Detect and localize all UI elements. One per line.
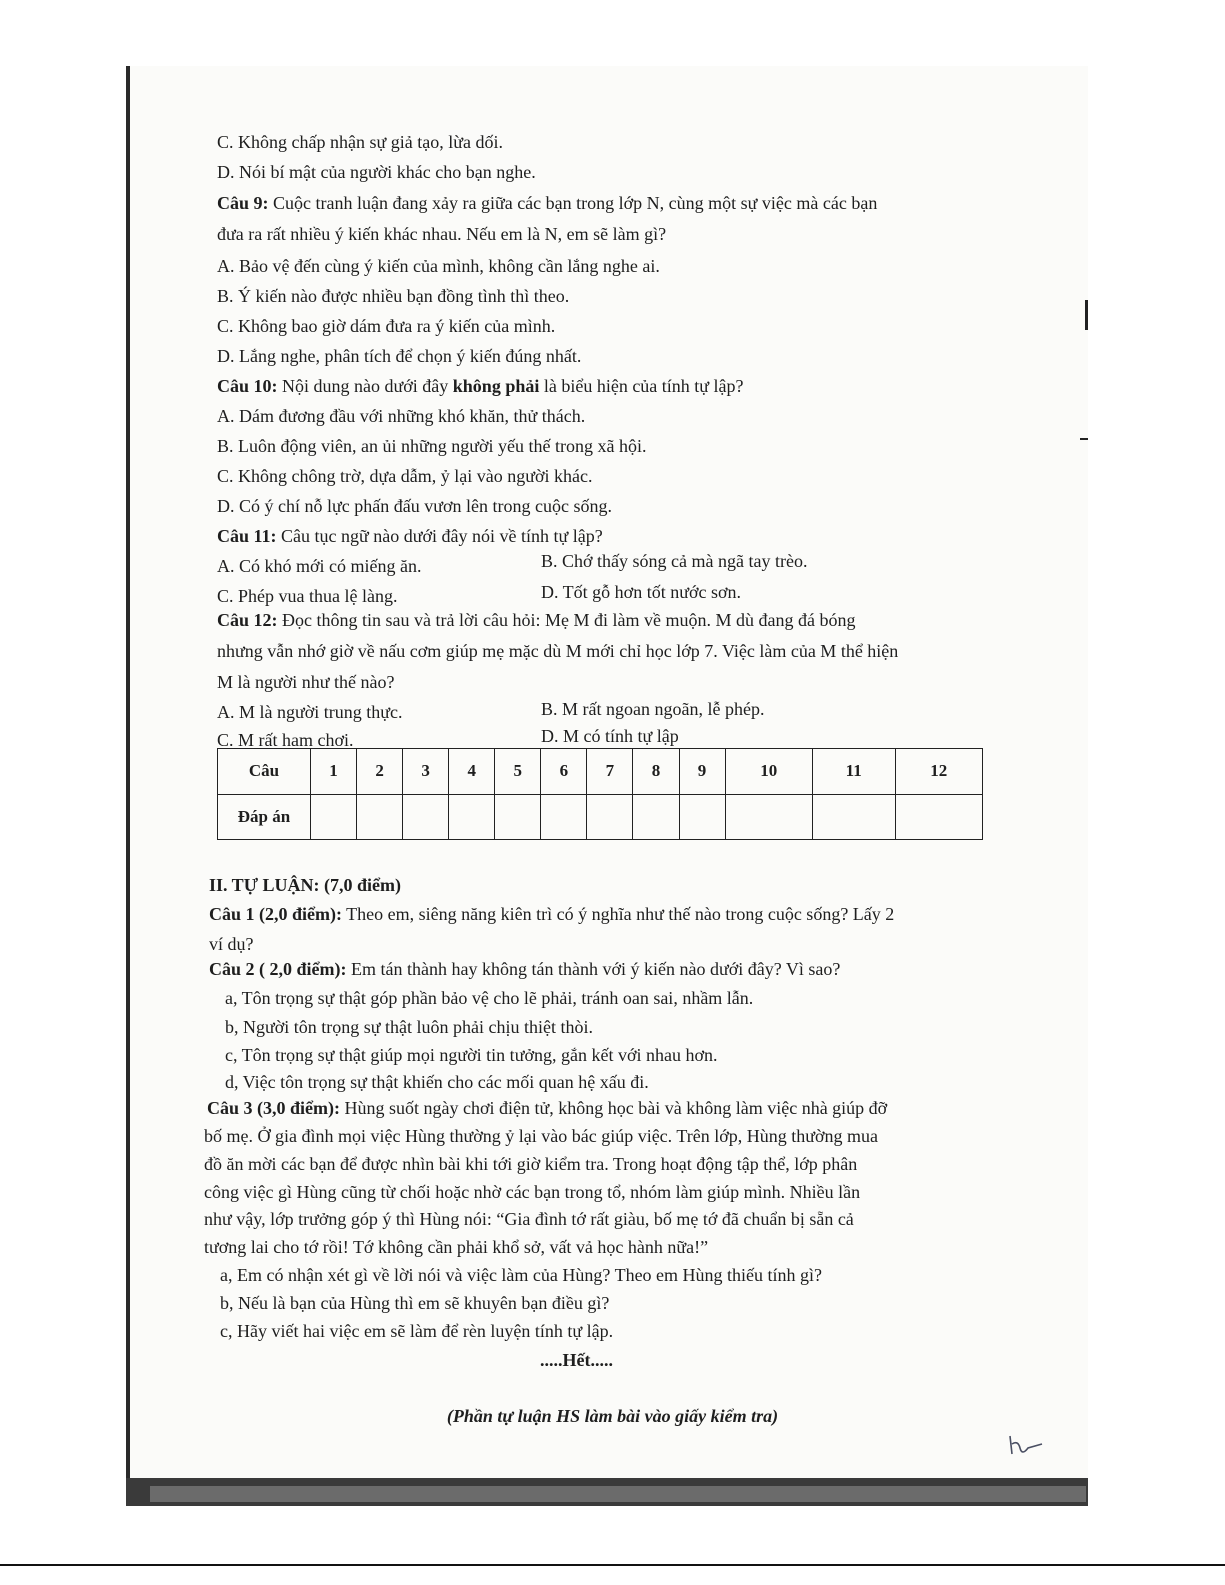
essay-q1-label: Câu 1 (2,0 điểm): [209, 904, 342, 924]
q8-option-c: C. Không chấp nhận sự giả tạo, lừa dối. [217, 132, 503, 152]
answer-table-row-numbers [218, 749, 983, 795]
answer-table [217, 748, 983, 840]
essay-q1-cont: ví dụ? [209, 934, 254, 954]
essay-section-title: II. TỰ LUẬN: (7,0 điểm) [209, 875, 401, 895]
q11-label: Câu 11: [217, 526, 277, 546]
q12-option-c: C. M rất ham chơi. [217, 730, 354, 750]
answer-cell [587, 794, 633, 840]
q9-option-d: D. Lắng nghe, phân tích để chọn ý kiến đúng nhất. [217, 346, 582, 366]
q12-stem [217, 608, 855, 632]
q12-stem-cont: nhưng vẫn nhớ giờ về nấu cơm giúp mẹ mặc dù M mới chỉ học lớp 7. Việc làm của M thể hiện [217, 641, 899, 661]
q9-stem-cont: đưa ra rất nhiều ý kiến khác nhau. Nếu em là N, em sẽ làm gì? [217, 224, 667, 244]
q11-option-d: D. Tốt gỗ hơn tốt nước sơn. [541, 582, 741, 602]
q10-option-d: D. Có ý chí nỗ lực phấn đấu vươn lên trong cuộc sống. [217, 496, 612, 516]
q10-label: Câu 10: [217, 376, 278, 396]
q10-text-b: là biểu hiện của tính tự lập? [539, 376, 744, 396]
q12-option-a: A. M là người trung thực. [217, 702, 403, 722]
q12-option-d: D. M có tính tự lập [541, 726, 679, 746]
essay-q3-cont5: tương lai cho tớ rồi! Tớ không cần phải khổ sở, vất vả học hành nữa!” [204, 1237, 709, 1257]
essay-q2-label: Câu 2 ( 2,0 điểm): [209, 959, 347, 979]
q12-text: Đọc thông tin sau và trả lời câu hỏi: Mẹ M đi làm về muộn. M dù đang đá bóng [277, 610, 856, 630]
essay-q3-cont3: công việc gì Hùng cũng từ chối hoặc nhờ các bạn trong tổ, nhóm làm giúp mình. Nhiều lần [204, 1182, 861, 1202]
answer-cell [725, 794, 812, 840]
answer-table-number: 8 [633, 749, 679, 795]
q12-label: Câu 12: [217, 610, 278, 630]
q10-option-a: A. Dám đương đầu với những khó khăn, thử thách. [217, 406, 586, 426]
essay-q2-text: Em tán thành hay không tán thành với ý kiến nào dưới đây? Vì sao? [346, 959, 841, 979]
essay-q3-b: b, Nếu là bạn của Hùng thì em sẽ khuyên bạn điều gì? [220, 1293, 610, 1313]
q9-option-a: A. Bảo vệ đến cùng ý kiến của mình, không cần lắng nghe ai. [217, 256, 660, 276]
q9-label: Câu 9: [217, 193, 269, 213]
essay-q3-text: Hùng suốt ngày chơi điện tử, không học bài và không làm việc nhà giúp đỡ [340, 1098, 888, 1118]
q12-stem-cont2: M là người như thế nào? [217, 672, 395, 692]
q9-option-c: C. Không bao giờ dám đưa ra ý kiến của mình. [217, 316, 556, 336]
answer-cell [633, 794, 679, 840]
q8-option-d: D. Nói bí mật của người khác cho bạn nghe. [217, 162, 536, 182]
answer-table-row-answers [218, 794, 983, 840]
q11-option-a: A. Có khó mới có miếng ăn. [217, 556, 422, 576]
q9-stem [217, 191, 877, 215]
footer-note: (Phần tự luận HS làm bài vào giấy kiểm tra) [446, 1406, 779, 1426]
answer-cell [895, 794, 982, 840]
q10-option-c: C. Không chông trờ, dựa dẫm, ỷ lại vào người khác. [217, 466, 593, 486]
answer-cell [495, 794, 541, 840]
end-marker: .....Hết..... [540, 1350, 613, 1370]
handwritten-mark [1006, 1430, 1046, 1460]
answer-cell [403, 794, 449, 840]
answer-cell [449, 794, 495, 840]
q11-option-c: C. Phép vua thua lệ làng. [217, 586, 398, 606]
essay-q2 [209, 957, 840, 981]
essay-q2-d: d, Việc tôn trọng sự thật khiến cho các mối quan hệ xấu đi. [225, 1072, 649, 1092]
q10-stem [217, 374, 744, 398]
essay-q3-label: Câu 3 (3,0 điểm): [207, 1098, 340, 1118]
answer-table-number: 5 [495, 749, 541, 795]
scan-edge-left [126, 66, 130, 1506]
essay-q2-c: c, Tôn trọng sự thật giúp mọi người tin tưởng, gắn kết với nhau hơn. [225, 1045, 718, 1065]
answer-cell [541, 794, 587, 840]
answer-table-number: 6 [541, 749, 587, 795]
answer-table-number: 9 [679, 749, 725, 795]
answer-table-number: 4 [449, 749, 495, 795]
answer-table-number: 2 [357, 749, 403, 795]
essay-q2-b: b, Người tôn trọng sự thật luôn phải chịu thiệt thòi. [225, 1017, 593, 1037]
answer-table-number: 12 [895, 749, 982, 795]
essay-q3-cont4: như vậy, lớp trưởng góp ý thì Hùng nói: “Gia đình tớ rất giàu, bố mẹ tớ đã chuẩn bị sẵn cả [204, 1209, 854, 1229]
answer-cell [812, 794, 895, 840]
q10-text-a: Nội dung nào dưới đây [277, 376, 453, 396]
q10-text-bold: không phải [452, 376, 540, 396]
answer-table-number: 1 [311, 749, 357, 795]
scan-mark [1085, 300, 1088, 330]
answer-table-header-dap-an: Đáp án [218, 794, 311, 840]
essay-q3-cont1: bố mẹ. Ở gia đình mọi việc Hùng thường ỷ lại vào bác giúp việc. Trên lớp, Hùng thường mua [204, 1126, 878, 1146]
answer-cell [679, 794, 725, 840]
answer-table-number: 7 [587, 749, 633, 795]
answer-table-number: 10 [725, 749, 812, 795]
essay-q2-a: a, Tôn trọng sự thật góp phần bảo vệ cho lẽ phải, tránh oan sai, nhầm lẫn. [225, 988, 754, 1008]
q9-option-b: B. Ý kiến nào được nhiều bạn đồng tình thì theo. [217, 286, 570, 306]
essay-q3 [207, 1096, 887, 1120]
essay-q3-c: c, Hãy viết hai việc em sẽ làm để rèn luyện tính tự lập. [220, 1321, 614, 1341]
answer-table-number: 11 [812, 749, 895, 795]
q11-text: Câu tục ngữ nào dưới đây nói về tính tự lập? [276, 526, 603, 546]
answer-cell [311, 794, 357, 840]
q12-option-b: B. M rất ngoan ngoãn, lễ phép. [541, 699, 765, 719]
bottom-rule [0, 1564, 1225, 1566]
q10-option-b: B. Luôn động viên, an ủi những người yếu thế trong xã hội. [217, 436, 647, 456]
q9-text: Cuộc tranh luận đang xảy ra giữa các bạn trong lớp N, cùng một sự việc mà các bạn [268, 193, 878, 213]
essay-q3-cont2: đồ ăn mời các bạn để được nhìn bài khi tới giờ kiểm tra. Trong hoạt động tập thể, lớp phân [204, 1154, 858, 1174]
answer-cell [357, 794, 403, 840]
q11-option-b: B. Chớ thấy sóng cả mà ngã tay trèo. [541, 551, 808, 571]
scan-edge-bottom-inner [150, 1486, 1086, 1502]
essay-q1 [209, 902, 894, 926]
scan-mark [1080, 438, 1088, 440]
essay-q1-text: Theo em, siêng năng kiên trì có ý nghĩa như thế nào trong cuộc sống? Lấy 2 [342, 904, 895, 924]
q11-stem [217, 524, 603, 548]
essay-q3-a: a, Em có nhận xét gì về lời nói và việc làm của Hùng? Theo em Hùng thiếu tính gì? [220, 1265, 823, 1285]
answer-table-header-cau: Câu [218, 749, 311, 795]
answer-table-number: 3 [403, 749, 449, 795]
